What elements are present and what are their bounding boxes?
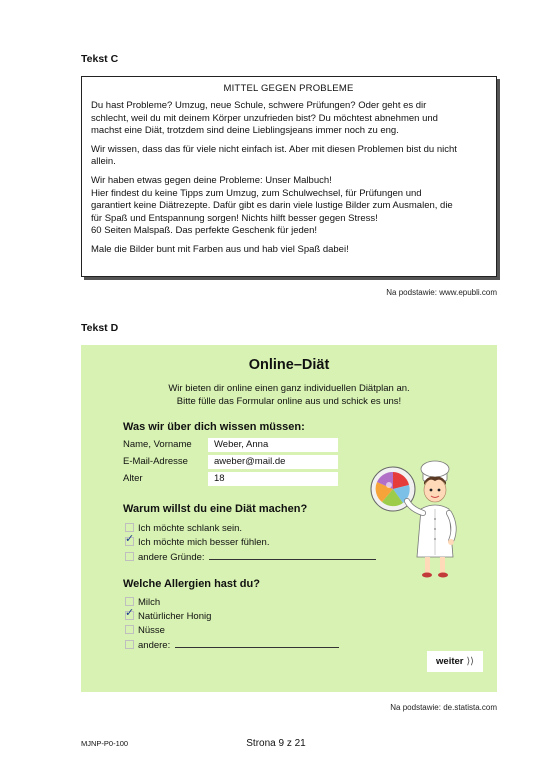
paragraph-3-line: für Spaß und Entspannung sorgen! Nichts hilft besser gegen Stress!	[91, 212, 378, 224]
paragraph-1	[91, 100, 486, 138]
field-row-name	[123, 438, 269, 452]
source-text-c: Na podstawie: www.epubli.com	[386, 288, 497, 297]
field-label-age: Alter	[123, 473, 143, 484]
panel-title: Online–Diät	[248, 357, 330, 373]
field-label-email: E-Mail-Adresse	[123, 456, 188, 467]
email-input[interactable]: aweber@mail.de	[208, 455, 338, 469]
heading-tekst-c: Tekst C	[81, 53, 119, 65]
option-label: Nüsse	[138, 625, 165, 636]
option-allergy-other[interactable]	[125, 638, 339, 651]
source-text-d: Na podstawie: de.statista.com	[390, 703, 497, 712]
field-row-age	[123, 472, 225, 486]
panel-intro	[81, 382, 497, 408]
paragraph-2-line: Wir wissen, dass das für viele nicht einfach ist. Aber mit diesen Problemen bist du nicht	[91, 143, 457, 155]
other-allergies-line[interactable]	[175, 638, 339, 648]
checkmark-icon: ✓	[125, 607, 135, 619]
paragraph-1-line: Du hast Probleme? Umzug, neue Schule, schwere Prüfungen? Oder geht es dir	[91, 100, 427, 111]
checkbox[interactable]	[125, 625, 134, 634]
paragraph-2	[91, 144, 486, 169]
double-chevron-right-icon: ⟩⟩	[466, 656, 474, 667]
option-label: andere:	[138, 640, 171, 651]
chef-with-food-plate-icon	[369, 457, 469, 582]
checkbox[interactable]	[125, 552, 134, 561]
paragraph-2-line: allein.	[91, 156, 116, 168]
checkbox[interactable]	[125, 523, 134, 532]
option-allergy-nuts[interactable]	[125, 624, 165, 637]
paragraph-3-line: Wir haben etwas gegen deine Probleme: Unser Malbuch!	[91, 174, 332, 186]
next-button[interactable]	[427, 651, 483, 672]
option-label: Ich möchte schlank sein.	[138, 523, 243, 534]
checkbox-checked[interactable]	[125, 533, 135, 546]
question-personal-data: Was wir über dich wissen müssen:	[123, 421, 305, 433]
option-reason-feel-better[interactable]	[125, 533, 270, 549]
intro-line: Wir bieten dir online einen ganz individuellen Diätplan an.	[168, 383, 410, 394]
field-row-email	[123, 455, 286, 469]
option-label: Ich möchte mich besser fühlen.	[138, 537, 270, 548]
option-reason-slim[interactable]	[125, 522, 242, 535]
page-number: Strona 9 z 21	[246, 738, 306, 749]
intro-line: Bitte fülle das Formular online aus und schick es uns!	[176, 396, 402, 407]
box-title: MITTEL GEGEN PROBLEME	[223, 83, 354, 94]
question-allergies: Welche Allergien hast du?	[123, 578, 260, 590]
paragraph-3	[91, 175, 486, 238]
option-reason-other[interactable]	[125, 550, 376, 563]
checkbox[interactable]	[125, 597, 134, 606]
name-input[interactable]: Weber, Anna	[208, 438, 338, 452]
heading-tekst-d: Tekst D	[81, 322, 119, 334]
checkbox[interactable]	[125, 640, 134, 649]
checkmark-icon: ✓	[125, 533, 135, 545]
option-allergy-honey[interactable]	[125, 607, 212, 623]
question-diet-reason: Warum willst du eine Diät machen?	[123, 503, 308, 515]
paragraph-3-line: garantiert keine Diätrezepte. Dafür gibt es darin viele lustige Bilder zum Ausmalen, die	[91, 200, 453, 212]
option-label: andere Gründe:	[138, 552, 205, 563]
field-label-name: Name, Vorname	[123, 439, 192, 450]
text-c-box	[81, 76, 497, 277]
other-reasons-line[interactable]	[209, 550, 376, 560]
option-label: Milch	[138, 597, 161, 608]
paragraph-3-line: Hier findest du keine Tipps zum Umzug, zum Schulwechsel, für Prüfungen und	[91, 187, 422, 199]
option-label: Natürlicher Honig	[138, 611, 212, 622]
paragraph-1-line: schlecht, weil du mit deinem Körper unzufrieden bist? Du möchtest abnehmen und	[91, 112, 438, 124]
footer-code: MJNP-P0-100	[81, 739, 129, 748]
paragraph-3-line: 60 Seiten Malspaß. Das perfekte Geschenk für jeden!	[91, 225, 318, 237]
paragraph-4: Male die Bilder bunt mit Farben aus und hab viel Spaß dabei!	[91, 243, 349, 255]
checkbox-checked[interactable]	[125, 607, 135, 620]
age-input[interactable]: 18	[208, 472, 338, 486]
online-diet-panel	[81, 345, 497, 692]
next-button-label: weiter	[436, 656, 464, 667]
paragraph-1-line: machst eine Diät, trotzdem sind deine Lieblingsjeans immer noch zu eng.	[91, 125, 399, 137]
